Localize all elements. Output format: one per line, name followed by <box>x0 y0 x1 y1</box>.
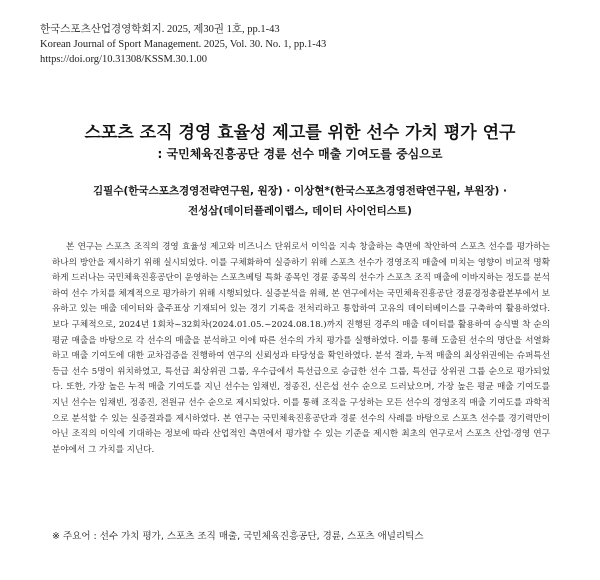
author-line-2: 전성삼(데이터플레이랩스, 데이터 사이언티스트) <box>188 205 412 217</box>
paper-title: 스포츠 조직 경영 효율성 제고를 위한 선수 가치 평가 연구 <box>84 123 516 143</box>
author-line-1: 김필수(한국스포츠경영전략연구원, 원장) · 이상현*(한국스포츠경영전략연구원, 부원장) · <box>93 185 507 197</box>
author-list <box>40 181 560 221</box>
paper-subtitle: : 국민체육진흥공단 경륜 선수 매출 기여도를 중심으로 <box>157 147 443 161</box>
keywords: ※ 주요어 : 선수 가치 평가, 스포츠 조직 매출, 국민체육진흥공단, 경륜, 스포츠 애널리틱스 <box>52 531 424 542</box>
journal-citation-english: Korean Journal of Sport Management. 2025, Vol. 30. No. 1, pp.1-43 <box>40 39 327 50</box>
journal-citation-korean: 한국스포츠산업경영학회지. 2025, 제30권 1호, pp.1-43 <box>40 24 280 35</box>
doi-link[interactable]: https://doi.org/10.31308/KSSM.30.1.00 <box>40 54 207 65</box>
journal-header <box>40 22 560 67</box>
abstract-text: 본 연구는 스포츠 조직의 경영 효율성 제고와 비즈니스 단위로서 이익을 지속 창출하는 측면에 착안하여 스포츠 선수를 평가하는 하나의 방안을 제시하기 위해 실시되었다. 이를 구체화하여 실증하기 위해 스포츠 선수가 경영조직 매출에 미치는 영향이 비교적 명확하게 드러나는 국민체육진흥공단이 운영하는 스포츠베팅 특화 종목인 경륜 종목의 선수가 스포츠 조직 매출에 이바지하는 정도를 분석하여 선수 가치를 체계적으로 평가하기 위해 시행되었다. 실증분석을 위해, 본 연구에서는 국민체육진흥공단 경륜경정총괄본부에서 보유하고 있는 매출 데이터와 출주표상 기재되어 있는 경기 기록을 전처리하고 통합하여 고유의 데이터베이스를 구축하여 활용하였다. 보다 구체적으로, 2024년 1회차~32회차(2024.01.05.~2024.08.18.)까지 진행된 경주의 매출 데이터를 활용하여 승식별 착 순의 평균 매출을 바탕으로 각 선수의 매출을 분석하고 이에 따른 선수의 가치 평가를 실행하였다. 이를 통해 도출된 선수의 명단을 서열화하고 매출 기여도에 대한 교차검증을 진행하여 연구의 신뢰성과 타당성을 확인하였다. 분석 결과, 누적 매출의 최상위권에는 슈퍼특선 등급 선수 5명이 위치하였고, 특선급 최상위권 그룹, 우수급에서 특선급으로 승급한 선수 그룹, 특선급 상위권 그룹 순으로 평가되었다. 또한, 가장 높은 누적 매출 기여도를 지닌 선수는 임채빈, 정종진, 신은섭 선수 순으로 드러났으며, 가장 높은 평균 매출 기여도를 지닌 선수는 임채빈, 정종진, 전원규 선수 순으로 제시되었다. 이를 통해 조직을 구성하는 모든 선수의 경영조직 매출 기여도를 과학적으로 분석할 수 있는 실증결과를 제시하였다. 본 연구는 국민체육진흥공단과 경륜 선수의 사례를 바탕으로 스포츠 선수를 경기력만이 아닌 조직의 이익에 기대하는 정보에 따라 산업적인 측면에서 평가할 수 있는 기준을 제시한 최초의 연구로서 스포츠 산업·경영 연구 분야에서 그 가치를 지닌다. <box>52 242 550 455</box>
